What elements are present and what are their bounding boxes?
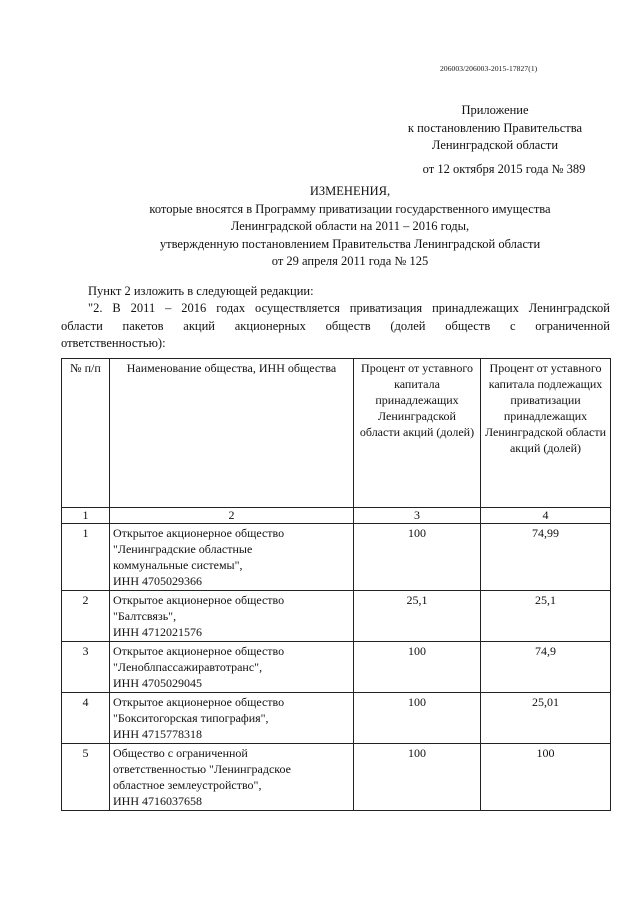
document-id: 206003/206003-2015-17827(1) bbox=[440, 64, 538, 73]
privatization-table bbox=[61, 358, 611, 811]
title-line-1: которые вносятся в Программу приватизации государственного имущества bbox=[149, 201, 551, 216]
row-pct-privatized: 74,99 bbox=[481, 524, 611, 591]
row-org-name: Открытое акционерное общество "Балтсвязь", ИНН 4712021576 bbox=[110, 591, 354, 642]
paragraph-intro: Пункт 2 изложить в следующей редакции: bbox=[88, 284, 314, 298]
row-org-name: Открытое акционерное общество "Бокситогорская типография", ИНН 4715778318 bbox=[110, 693, 354, 744]
col-number: 4 bbox=[481, 508, 611, 524]
col-number: 2 bbox=[110, 508, 354, 524]
column-number-row bbox=[62, 508, 611, 524]
row-num: 4 bbox=[62, 693, 110, 744]
header-pct-owned: Процент от уставного капитала принадлежащих Ленинградской области акций (долей) bbox=[354, 359, 481, 508]
paragraph-clause-2 bbox=[61, 300, 610, 353]
row-pct-owned: 100 bbox=[354, 693, 481, 744]
title-line-3: утвержденную постановлением Правительства Ленинградской области bbox=[159, 236, 541, 251]
table-row bbox=[62, 693, 611, 744]
clause-line-1: "2. В 2011 – 2016 годах осуществляется приватизация принадлежащих Ленинградской bbox=[88, 301, 610, 315]
row-pct-privatized: 25,1 bbox=[481, 591, 611, 642]
title-line-2: Ленинградской области на 2011 – 2016 годы, bbox=[230, 219, 470, 233]
appendix-line-1: Приложение bbox=[461, 103, 529, 117]
row-pct-owned: 100 bbox=[354, 524, 481, 591]
row-pct-owned: 100 bbox=[354, 744, 481, 811]
header-name: Наименование общества, ИНН общества bbox=[110, 359, 354, 508]
header-num: № п/п bbox=[62, 359, 110, 508]
col-number: 1 bbox=[62, 508, 110, 524]
table-row bbox=[62, 744, 611, 811]
document-title bbox=[70, 183, 630, 271]
appendix-line-3: Ленинградской области bbox=[431, 138, 559, 152]
row-org-name: Общество с ограниченной ответственностью "Ленинградское областное землеустройство", ИНН 4716037658 bbox=[110, 744, 354, 811]
row-num: 3 bbox=[62, 642, 110, 693]
appendix-line-2: к постановлению Правительства bbox=[407, 120, 583, 135]
row-num: 5 bbox=[62, 744, 110, 811]
title-line-4: от 29 апреля 2011 года № 125 bbox=[271, 254, 429, 268]
table-header-row bbox=[62, 359, 611, 508]
row-pct-privatized: 25,01 bbox=[481, 693, 611, 744]
table-row bbox=[62, 524, 611, 591]
table-row bbox=[62, 591, 611, 642]
title-heading: ИЗМЕНЕНИЯ, bbox=[309, 184, 391, 198]
appendix-block bbox=[380, 102, 610, 178]
clause-line-3: ответственностью): bbox=[61, 336, 166, 350]
col-number: 3 bbox=[354, 508, 481, 524]
row-num: 1 bbox=[62, 524, 110, 591]
row-pct-owned: 100 bbox=[354, 642, 481, 693]
row-pct-privatized: 100 bbox=[481, 744, 611, 811]
appendix-date: от 12 октября 2015 года № 389 bbox=[422, 161, 586, 176]
row-org-name: Открытое акционерное общество "Леноблпассажиравтотранс", ИНН 4705029045 bbox=[110, 642, 354, 693]
row-pct-owned: 25,1 bbox=[354, 591, 481, 642]
header-pct-privatized: Процент от уставного капитала подлежащих приватизации принадлежащих Ленинградской области акций (долей) bbox=[481, 359, 611, 508]
clause-line-2: области пакетов акций акционерных обществ (долей обществ с ограниченной bbox=[61, 318, 610, 333]
row-org-name: Открытое акционерное общество "Ленинградские областные коммунальные системы", ИНН 4705029366 bbox=[110, 524, 354, 591]
table-row bbox=[62, 642, 611, 693]
row-pct-privatized: 74,9 bbox=[481, 642, 611, 693]
row-num: 2 bbox=[62, 591, 110, 642]
